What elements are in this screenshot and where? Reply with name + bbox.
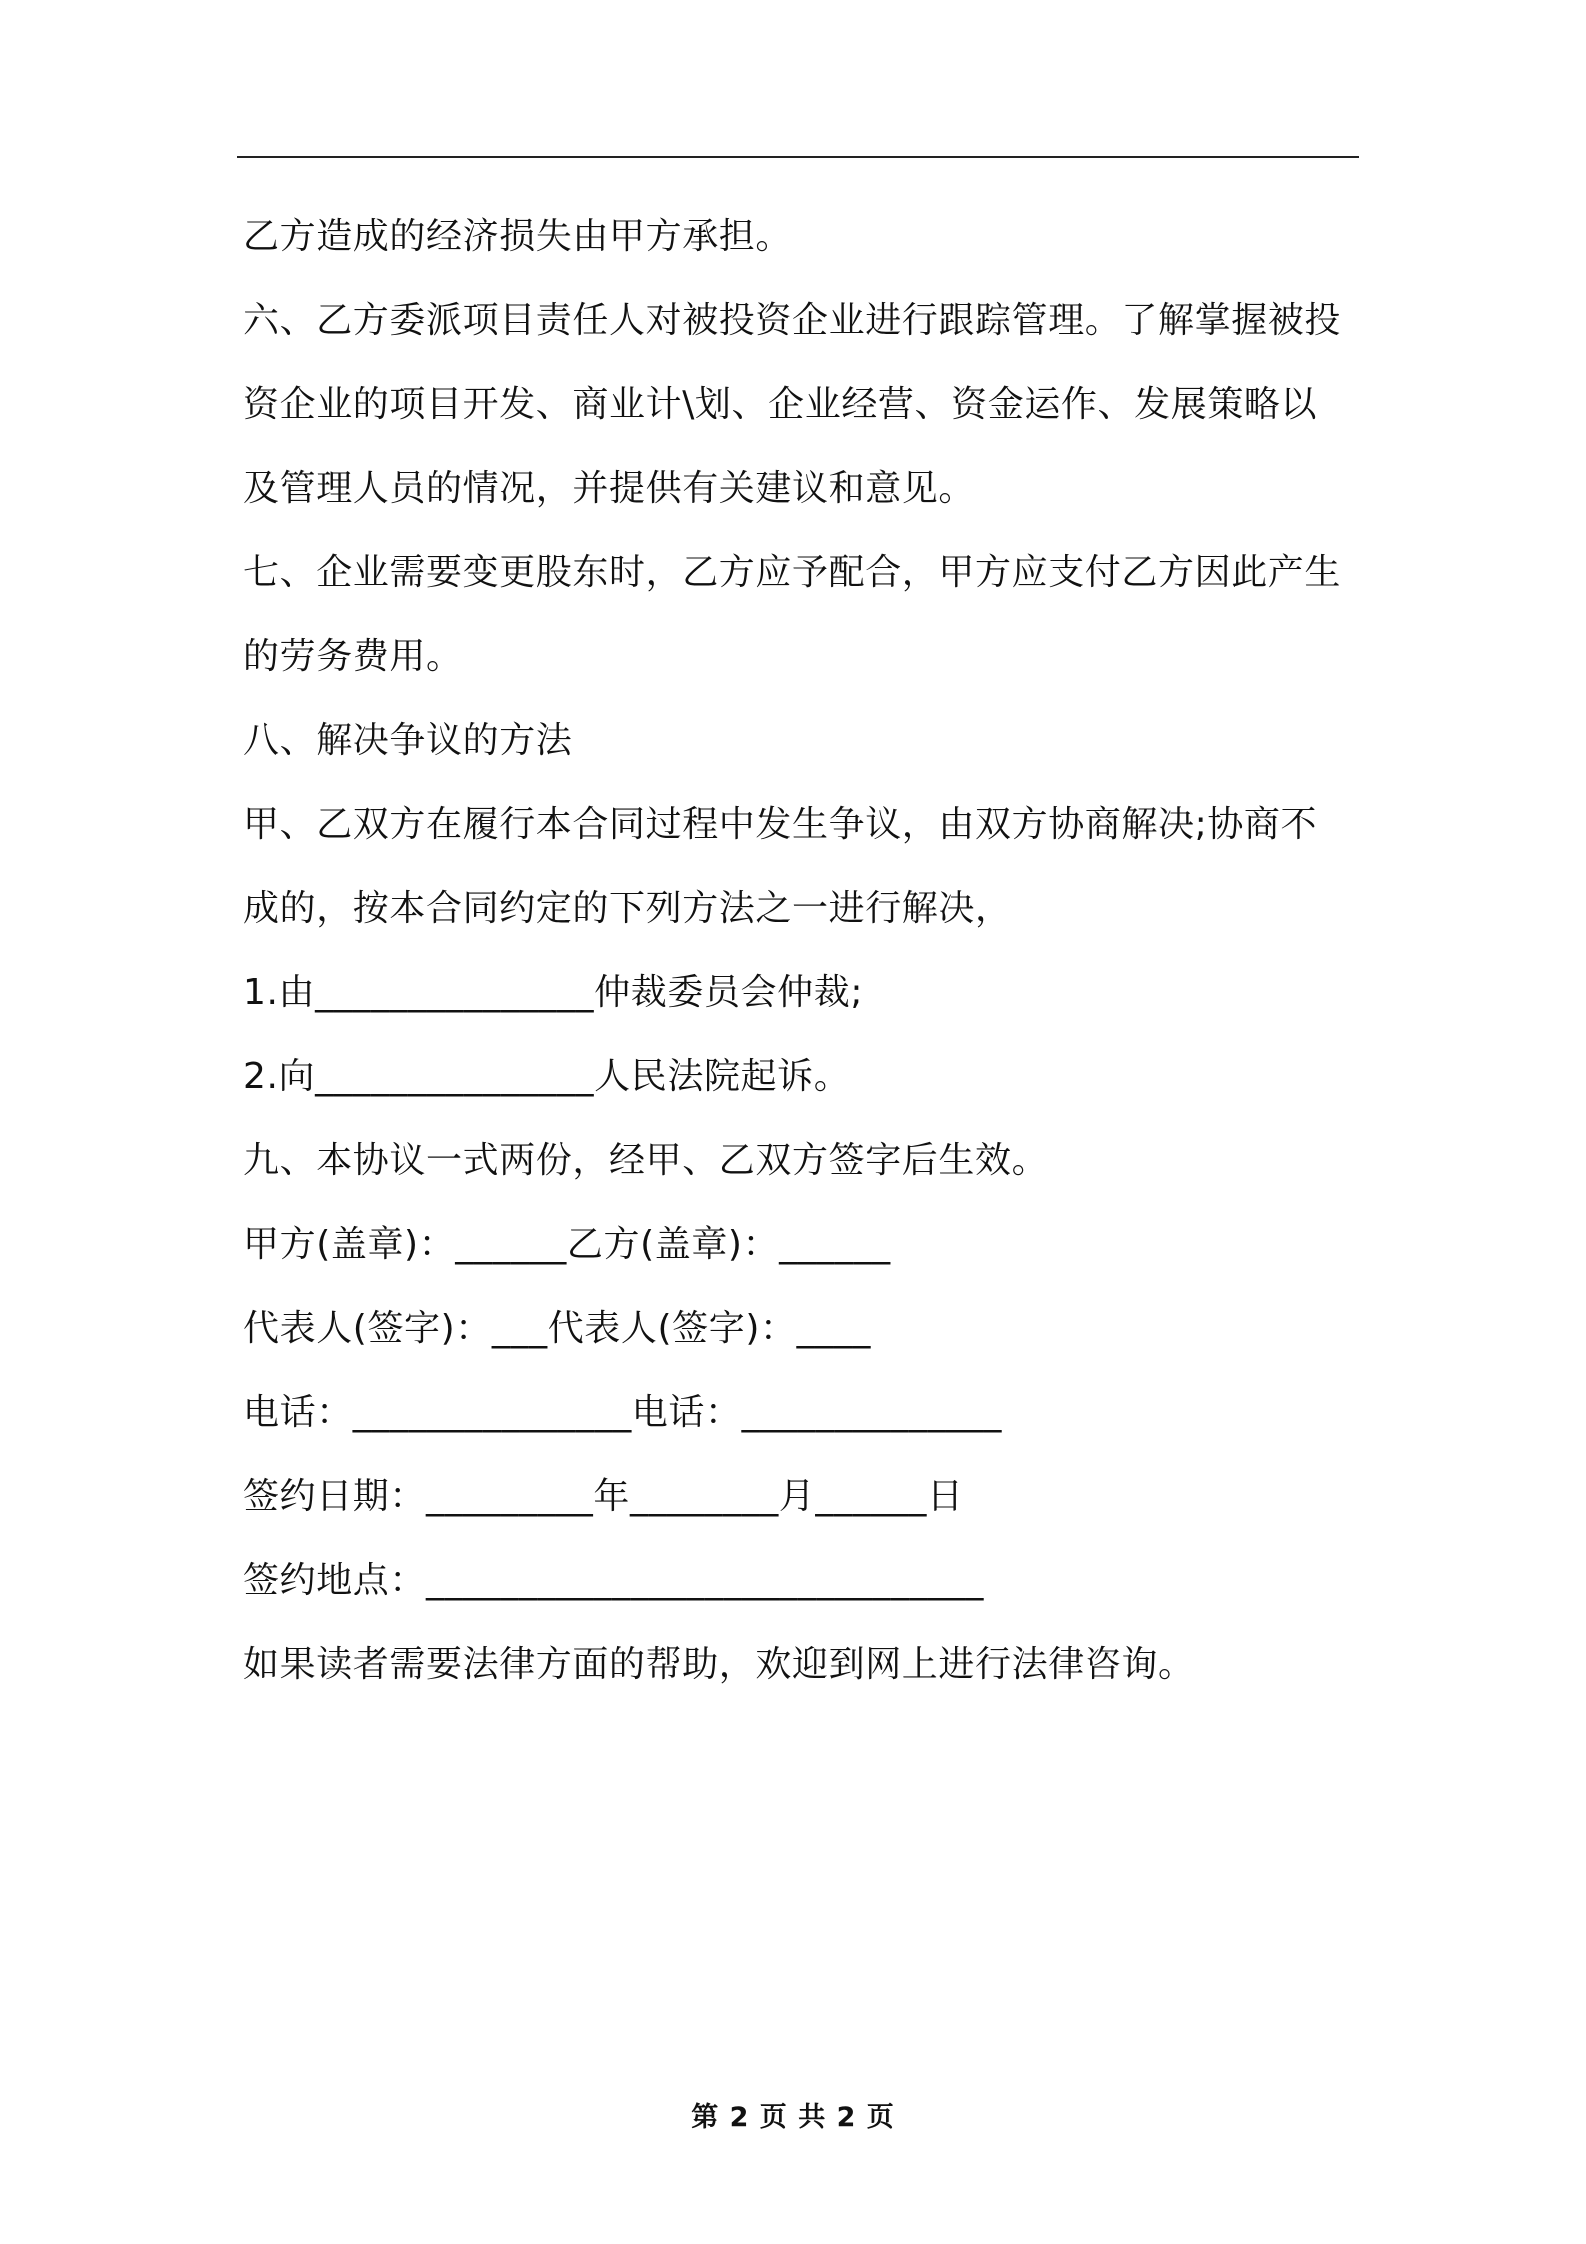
- header-rule: [237, 156, 1359, 158]
- page-number: 第 2 页 共 2 页: [691, 2102, 895, 2133]
- court-option: 2.向_______________人民法院起诉。: [243, 1056, 851, 1097]
- text-line: 资企业的项目开发、商业计\划、企业经营、资金运作、发展策略以: [243, 384, 1318, 425]
- seal-field: 甲方(盖章)：______乙方(盖章)：______: [243, 1224, 891, 1265]
- text-line: 九、本协议一式两份，经甲、乙双方签字后生效。: [243, 1140, 1049, 1181]
- text-line: 如果读者需要法律方面的帮助，欢迎到网上进行法律咨询。: [243, 1644, 1195, 1685]
- phone-field: 电话：_______________电话：______________: [243, 1392, 1002, 1433]
- sign-place-field: 签约地点：______________________________: [243, 1560, 984, 1601]
- text-line: 七、企业需要变更股东时，乙方应予配合，甲方应支付乙方因此产生: [243, 552, 1342, 593]
- document-body: [243, 195, 1359, 1707]
- section-heading: 八、解决争议的方法: [243, 720, 573, 761]
- sign-date-field: 签约日期：_________年________月______日: [243, 1476, 964, 1517]
- text-line: 六、乙方委派项目责任人对被投资企业进行跟踪管理。了解掌握被投: [243, 300, 1342, 341]
- representative-field: 代表人(签字)：___代表人(签字)：____: [243, 1308, 871, 1349]
- text-line: 甲、乙双方在履行本合同过程中发生争议，由双方协商解决;协商不: [243, 804, 1318, 845]
- text-line: 成的，按本合同约定的下列方法之一进行解决，: [243, 888, 1012, 929]
- text-line: 的劳务费用。: [243, 636, 463, 677]
- text-line: 及管理人员的情况，并提供有关建议和意见。: [243, 468, 976, 509]
- arbitration-option: 1.由_______________仲裁委员会仲裁;: [243, 972, 864, 1013]
- text-line: 乙方造成的经济损失由甲方承担。: [243, 216, 793, 257]
